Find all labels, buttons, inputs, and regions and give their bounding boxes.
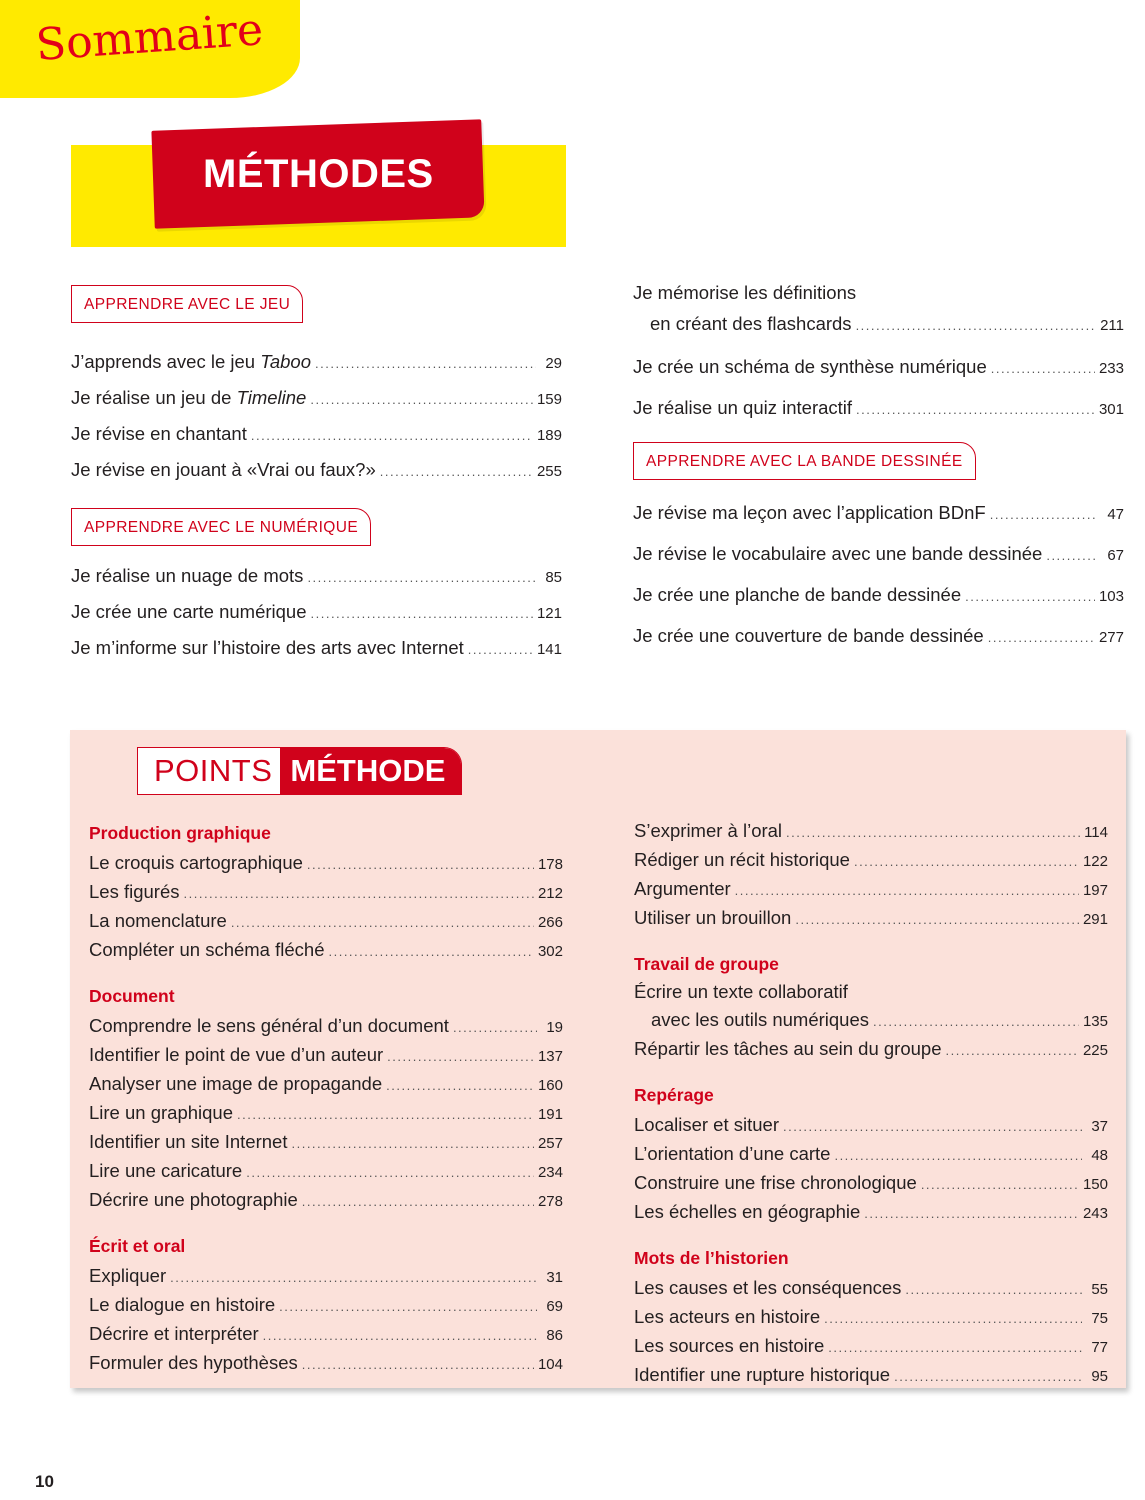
category-heading: Écrit et oral (89, 1236, 186, 1256)
leader-dots (988, 615, 1095, 658)
category-heading: Mots de l’historien (634, 1248, 789, 1268)
page-ref: 233 (1098, 360, 1124, 377)
page-ref: 85 (545, 569, 562, 586)
page-ref: 160 (537, 1077, 563, 1094)
page-ref: 122 (1082, 853, 1108, 870)
page-ref: 29 (545, 355, 562, 372)
section-header-bande-dessinee: APPRENDRE AVEC LA BANDE DESSINÉE (633, 442, 976, 480)
toc-entry-first-line[interactable]: Écrire un texte collaboratif (634, 981, 848, 1002)
page-ref: 135 (1082, 1013, 1108, 1030)
toc-entry[interactable]: Le dialogue en histoire ..... 69 (89, 1290, 563, 1319)
leader-dots (307, 558, 536, 596)
toc-entry[interactable]: Les acteurs en histoire ..... 75 (634, 1302, 1108, 1331)
methodes-right-column (633, 278, 1124, 656)
leader-dots (311, 594, 533, 632)
page-ref: 277 (1098, 629, 1124, 646)
page-ref: 211 (1100, 317, 1124, 334)
page-ref: 121 (536, 605, 562, 622)
toc-entry[interactable]: Utiliser un brouillon ..... 291 (634, 903, 1108, 932)
page-ref: 212 (537, 885, 563, 902)
toc-entry[interactable]: Localiser et situer ..... 37 (634, 1110, 1108, 1139)
toc-entry[interactable]: Je crée un schéma de synthèse numérique ..... 233 (633, 346, 1124, 387)
page-ref: 141 (536, 641, 562, 658)
page-ref: 75 (1091, 1310, 1108, 1327)
leader-dots (991, 346, 1095, 389)
toc-entry[interactable]: Les échelles en géographie ..... 243 (634, 1197, 1108, 1226)
leader-dots (921, 1168, 1079, 1199)
toc-entry[interactable]: Je crée une planche de bande dessinée ..... 103 (633, 574, 1124, 615)
toc-entry[interactable]: Je crée une couverture de bande dessinée ..... 277 (633, 615, 1124, 656)
toc-entry[interactable]: en créant des flashcards ..... 211 (633, 308, 1124, 340)
leader-dots (795, 903, 1079, 934)
toc-entry[interactable]: J’apprends avec le jeu Taboo ..... 29 (71, 344, 562, 380)
page-ref: 278 (537, 1193, 563, 1210)
leader-dots (387, 1040, 534, 1071)
toc-entry[interactable]: Analyser une image de propagande ..... 160 (89, 1069, 563, 1098)
leader-dots (263, 1319, 537, 1350)
points-methode-left-column (89, 818, 563, 1377)
leader-dots (307, 848, 534, 879)
points-methode-title-part2: MÉTHODE (280, 748, 461, 794)
toc-entry[interactable]: Les figurés ..... 212 (89, 877, 563, 906)
page-ref: 302 (537, 943, 563, 960)
leader-dots (315, 344, 536, 382)
toc-entry[interactable]: Je révise ma leçon avec l’application BDnF ..... 47 (633, 492, 1124, 533)
category-heading: Production graphique (89, 823, 271, 843)
page-ref: 55 (1091, 1281, 1108, 1298)
toc-entry[interactable]: L’orientation d’une carte ..... 48 (634, 1139, 1108, 1168)
leader-dots (170, 1261, 537, 1292)
page-ref: 191 (537, 1106, 563, 1123)
leader-dots (302, 1348, 534, 1379)
leader-dots (453, 1011, 537, 1042)
page-ref: 114 (1084, 824, 1108, 841)
page-ref: 257 (537, 1135, 563, 1152)
leader-dots (237, 1098, 534, 1129)
toc-entry[interactable]: Argumenter ..... 197 (634, 874, 1108, 903)
toc-entry[interactable]: avec les outils numériques ..... 135 (634, 1005, 1108, 1034)
page-ref: 255 (536, 463, 562, 480)
points-methode-header (137, 747, 462, 795)
leader-dots (380, 452, 533, 490)
page-ref: 291 (1082, 911, 1108, 928)
page-ref: 301 (1098, 401, 1124, 418)
toc-entry[interactable]: Identifier le point de vue d’un auteur ..... 137 (89, 1040, 563, 1069)
leader-dots (468, 630, 533, 668)
leader-dots (864, 1197, 1079, 1228)
page-ref: 243 (1082, 1205, 1108, 1222)
category-heading: Document (89, 986, 175, 1006)
toc-entry[interactable]: Je révise le vocabulaire avec une bande dessinée ..... 67 (633, 533, 1124, 574)
category-heading: Travail de groupe (634, 954, 779, 974)
leader-dots (824, 1302, 1082, 1333)
toc-entry[interactable]: Compléter un schéma fléché ..... 302 (89, 935, 563, 964)
leader-dots (965, 574, 1095, 617)
page-ref: 95 (1091, 1368, 1108, 1385)
leader-dots (302, 1185, 534, 1216)
page-ref: 178 (537, 856, 563, 873)
toc-entry-first-line[interactable]: Je mémorise les définitions (633, 282, 857, 303)
page-ref: 37 (1091, 1118, 1108, 1135)
toc-entry[interactable]: Lire une caricature ..... 234 (89, 1156, 563, 1185)
page-ref: 159 (536, 391, 562, 408)
page-ref: 225 (1082, 1042, 1108, 1059)
points-methode-title-part1: POINTS (154, 753, 273, 788)
leader-dots (310, 380, 533, 418)
leader-dots (251, 416, 533, 454)
leader-dots (834, 1139, 1082, 1170)
leader-dots (279, 1290, 537, 1321)
toc-entry[interactable]: Je réalise un quiz interactif ..... 301 (633, 387, 1124, 428)
toc-entry[interactable]: Identifier un site Internet ..... 257 (89, 1127, 563, 1156)
page-number: 10 (35, 1472, 54, 1491)
leader-dots (828, 1331, 1082, 1362)
page-ref: 67 (1107, 547, 1124, 564)
leader-dots (328, 935, 533, 966)
toc-entry[interactable]: Les causes et les conséquences ..... 55 (634, 1273, 1108, 1302)
page-ref: 69 (546, 1298, 563, 1315)
page-title: Sommaire (34, 4, 265, 71)
toc-entry[interactable]: Je réalise un jeu de Timeline ..... 159 (71, 380, 562, 416)
leader-dots (873, 1005, 1079, 1036)
page-ref: 189 (536, 427, 562, 444)
leader-dots (990, 492, 1098, 535)
toc-entry[interactable]: Je révise en chantant ..... 189 (71, 416, 562, 452)
points-methode-right-column (634, 816, 1108, 1389)
toc-entry[interactable]: Formuler des hypothèses ..... 104 (89, 1348, 563, 1377)
page-ref: 77 (1091, 1339, 1108, 1356)
toc-entry[interactable]: Comprendre le sens général d’un document ..... 19 (89, 1011, 563, 1040)
page-ref: 31 (546, 1269, 563, 1286)
page-ref: 197 (1082, 882, 1108, 899)
page-ref: 137 (537, 1048, 563, 1065)
leader-dots (856, 387, 1095, 430)
leader-dots (291, 1127, 533, 1158)
toc-entry[interactable]: Je m’informe sur l’histoire des arts avec Internet ..... 141 (71, 630, 562, 666)
page-ref: 19 (546, 1019, 563, 1036)
page-ref: 104 (537, 1356, 563, 1373)
methodes-banner (151, 119, 484, 228)
category-heading: Repérage (634, 1085, 714, 1105)
leader-dots (246, 1156, 534, 1187)
page-ref: 86 (546, 1327, 563, 1344)
leader-dots (905, 1273, 1082, 1304)
section-header-numerique: APPRENDRE AVEC LE NUMÉRIQUE (71, 508, 371, 546)
toc-entry[interactable]: S’exprimer à l’oral ..... 114 (634, 816, 1108, 845)
page-ref: 150 (1082, 1176, 1108, 1193)
toc-entry[interactable]: Identifier une rupture historique ..... 95 (634, 1360, 1108, 1389)
toc-entry[interactable]: La nomenclature ..... 266 (89, 906, 563, 935)
toc-entry[interactable]: Le croquis cartographique ..... 178 (89, 848, 563, 877)
page-ref: 266 (537, 914, 563, 931)
page-ref: 47 (1107, 506, 1124, 523)
toc-entry[interactable]: Je réalise un nuage de mots ..... 85 (71, 558, 562, 594)
scalloped-edge (70, 722, 1126, 738)
leader-dots (231, 906, 534, 937)
leader-dots (894, 1360, 1082, 1391)
page-ref: 103 (1098, 588, 1124, 605)
page-ref: 234 (537, 1164, 563, 1181)
leader-dots (854, 845, 1079, 876)
leader-dots (184, 877, 534, 908)
toc-entry[interactable]: Répartir les tâches au sein du groupe ..... 225 (634, 1034, 1108, 1063)
toc-entry[interactable]: Lire un graphique ..... 191 (89, 1098, 563, 1127)
toc-entry[interactable]: Décrire une photographie ..... 278 (89, 1185, 563, 1214)
toc-entry[interactable]: Expliquer ..... 31 (89, 1261, 563, 1290)
toc-entry[interactable]: Je crée une carte numérique ..... 121 (71, 594, 562, 630)
toc-entry[interactable]: Construire une frise chronologique ..... 150 (634, 1168, 1108, 1197)
leader-dots (946, 1034, 1079, 1065)
leader-dots (856, 308, 1097, 342)
section-header-jeu: APPRENDRE AVEC LE JEU (71, 285, 303, 323)
leader-dots (786, 816, 1080, 847)
toc-entry[interactable]: Rédiger un récit historique ..... 122 (634, 845, 1108, 874)
leader-dots (735, 874, 1079, 905)
page-ref: 48 (1091, 1147, 1108, 1164)
methodes-left-column (71, 285, 562, 666)
toc-entry[interactable]: Je révise en jouant à «Vrai ou faux?» ..... 255 (71, 452, 562, 488)
leader-dots (386, 1069, 534, 1100)
toc-entry[interactable]: Les sources en histoire ..... 77 (634, 1331, 1108, 1360)
methodes-title: MÉTHODES (202, 151, 434, 196)
toc-entry[interactable]: Décrire et interpréter ..... 86 (89, 1319, 563, 1348)
leader-dots (783, 1110, 1082, 1141)
leader-dots (1046, 533, 1098, 576)
